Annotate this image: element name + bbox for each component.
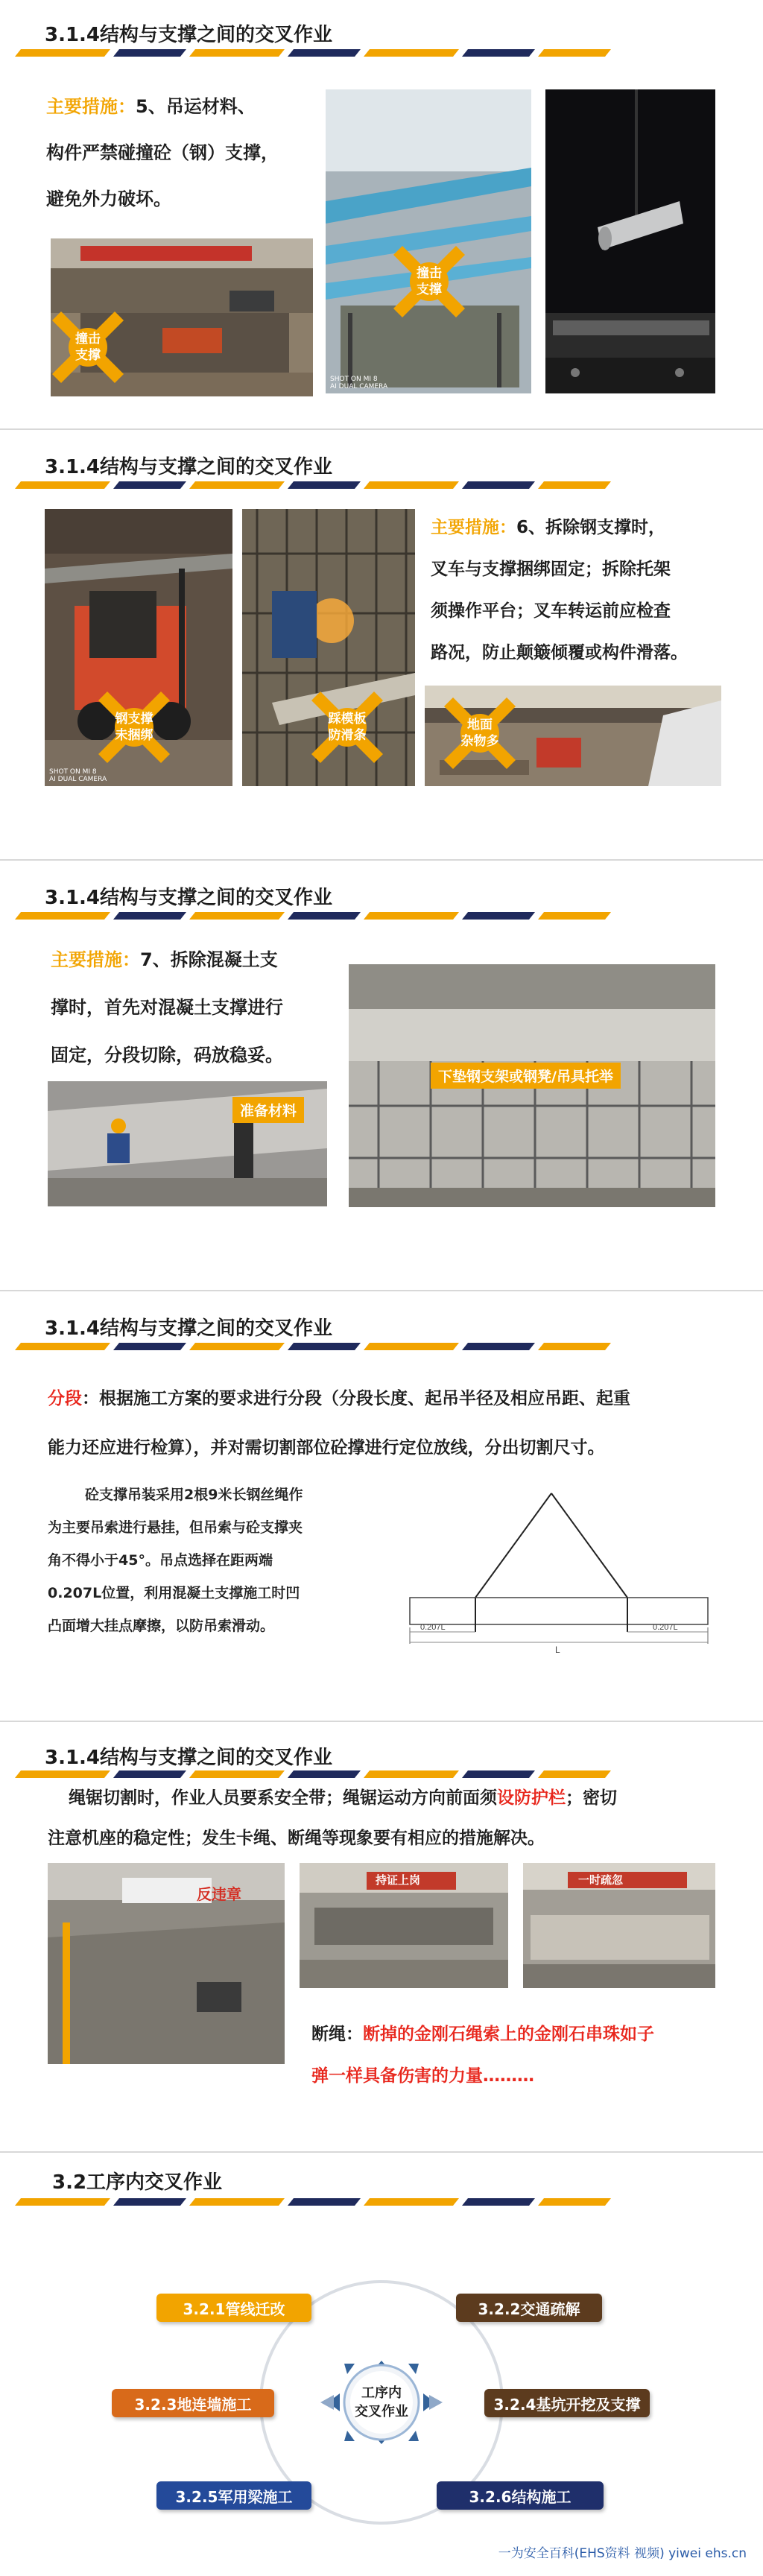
broken-rope-label: 断绳： bbox=[311, 2025, 363, 2044]
section-title: 3.2工序内交叉作业 bbox=[52, 2171, 223, 2194]
footer-credit: 一为安全百科(EHS资料 视频) yiwei ehs.cn bbox=[498, 2546, 747, 2561]
measure-text: 主要措施：7、拆除混凝土支 撑时，首先对混凝土支撑进行 固定，分段切除，码放稳妥。 bbox=[51, 949, 283, 1066]
segment-label: 分段 bbox=[48, 1389, 82, 1408]
warning-cross-mark: 撞击 支撑 bbox=[52, 311, 124, 383]
measure-text: 主要措施：5、吊运材料、 构件严禁碰撞砼（钢）支撑， 避免外力破坏。 bbox=[46, 96, 279, 209]
section-title: 3.1.4结构与支撑之间的交叉作业 bbox=[45, 1317, 333, 1340]
measure-label: 主要措施： bbox=[46, 96, 136, 117]
warning-cross-mark: 撞击 支撑 bbox=[393, 246, 465, 317]
dim-total-label: L bbox=[555, 1645, 560, 1655]
process-item-structure: 3.2.6结构施工 bbox=[437, 2481, 604, 2510]
measure-label: 主要措施： bbox=[431, 518, 516, 537]
slide-concrete-support-removal bbox=[0, 861, 763, 1290]
process-item-excavation-support: 3.2.4基坑开挖及支撑 bbox=[484, 2389, 650, 2417]
lifting-note: 砼支撑吊装采用2根9米长钢丝绳作 为主要吊索进行悬挂，但吊索与砼支撑夹 角不得小于45°。吊点选择在距两端 0.207L位置，利用混凝土支撑施工时凹 凸面增大挂点摩擦，以防吊索滑动。 bbox=[48, 1487, 303, 1634]
slide-separator bbox=[0, 1721, 763, 1722]
center-label-1: 工序内 bbox=[361, 2385, 402, 2401]
section-title: 3.1.4结构与支撑之间的交叉作业 bbox=[45, 1747, 333, 1769]
section-title: 3.1.4结构与支撑之间的交叉作业 bbox=[45, 887, 333, 909]
process-item-military-beam: 3.2.5军用梁施工 bbox=[156, 2481, 311, 2510]
slide-support-impact bbox=[0, 0, 763, 428]
warning-cross-mark: 踩模板 防滑条 bbox=[311, 692, 383, 763]
site-photo-saw-area bbox=[48, 1863, 285, 2064]
title-stripe bbox=[15, 1343, 611, 1350]
camera-watermark: SHOT ON MI 8 AI DUAL CAMERA bbox=[330, 376, 388, 390]
slide-separator bbox=[0, 2151, 763, 2153]
warning-cross-mark: 地面 杂物多 bbox=[444, 697, 516, 769]
broken-rope-text: 断绳：断掉的金刚石绳索上的金刚石串珠如子 弹一样具备伤害的力量……… bbox=[311, 2025, 654, 2086]
site-photo-saw-machine bbox=[300, 1863, 508, 1988]
process-item-pipeline-relocation: 3.2.1管线迁改 bbox=[156, 2294, 311, 2322]
section-title: 3.1.4结构与支撑之间的交叉作业 bbox=[45, 456, 333, 478]
center-label-2: 交叉作业 bbox=[355, 2404, 408, 2420]
warning-cross-mark: 钢支撑 未捆绑 bbox=[98, 692, 170, 763]
process-item-diaphragm-wall: 3.2.3地连墙施工 bbox=[112, 2389, 274, 2417]
title-stripe bbox=[15, 912, 611, 920]
site-photo-steel-support bbox=[326, 89, 531, 393]
slide-separator bbox=[0, 1290, 763, 1291]
slide-steel-support-removal bbox=[0, 431, 763, 859]
title-stripe bbox=[15, 481, 611, 489]
process-diagram bbox=[0, 2243, 763, 2526]
tag-support-frame: 下垫钢支架或钢凳/吊具托举 bbox=[431, 1063, 621, 1089]
wire-saw-text: 绳锯切割时，作业人员要系安全带；绳锯运动方向前面须设防护栏；密切 注意机座的稳定性；发生卡绳、断绳等现象要有相应的措施解决。 bbox=[48, 1788, 617, 1848]
title-stripe bbox=[15, 1770, 611, 1778]
sign-certified: 持证上岗 bbox=[376, 1873, 421, 1887]
tag-prepare-materials: 准备材料 bbox=[232, 1097, 304, 1123]
sign-anti-violation: 反违章 bbox=[197, 1885, 241, 1903]
segmentation-text: 分段：根据施工方案的要求进行分段（分段长度、起吊半径及相应吊距、起重 能力还应进行检算），并对需切割部位砼撑进行定位放线，分出切割尺寸。 bbox=[48, 1389, 630, 1458]
slide-process-cross-work bbox=[0, 2153, 763, 2576]
measure-label: 主要措施： bbox=[51, 949, 140, 970]
slide-wire-saw bbox=[0, 1723, 763, 2151]
measure-text: 主要措施：6、拆除钢支撑时， 叉车与支撑捆绑固定；拆除托架 须操作平台；叉车转运前应检查 路况，防止颠簸倾覆或构件滑落。 bbox=[431, 518, 688, 662]
lifting-diagram bbox=[402, 1478, 715, 1672]
site-photo-barrier bbox=[523, 1863, 715, 1988]
slide-separator bbox=[0, 859, 763, 861]
sign-negligence: 一时疏忽 bbox=[578, 1873, 624, 1887]
title-stripe bbox=[15, 49, 611, 57]
process-item-traffic-diversion: 3.2.2交通疏解 bbox=[456, 2294, 602, 2322]
site-photo-night-lift bbox=[545, 89, 715, 393]
dim-right-label: 0.207L bbox=[653, 1623, 678, 1632]
dim-left-label: 0.207L bbox=[420, 1623, 446, 1632]
slide-segmentation bbox=[0, 1292, 763, 1721]
section-title: 3.1.4结构与支撑之间的交叉作业 bbox=[45, 24, 333, 46]
title-stripe bbox=[15, 2198, 611, 2206]
slide-separator bbox=[0, 428, 763, 430]
camera-watermark: SHOT ON MI 8 AI DUAL CAMERA bbox=[49, 768, 107, 783]
